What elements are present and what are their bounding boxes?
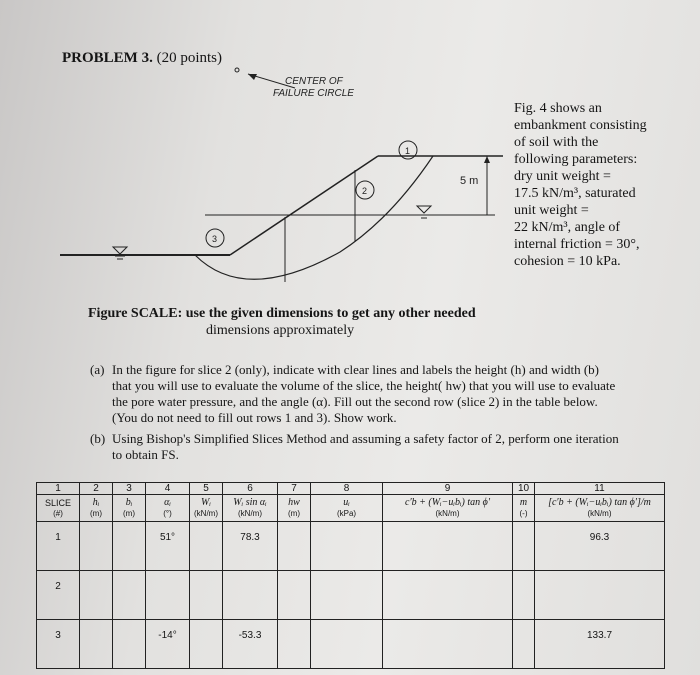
table-row: 1 51° 78.3 96.3	[37, 522, 665, 571]
water-symbol-left	[113, 247, 127, 259]
description-line: internal friction = 30°,	[514, 237, 640, 252]
description-line: unit weight =	[514, 203, 589, 218]
svg-text:2: 2	[362, 186, 368, 196]
svg-text:1: 1	[405, 146, 411, 156]
description-line: cohesion = 10 kPa.	[514, 254, 621, 269]
part-b: (b) Using Bishop's Simplified Slices Method and assuming a safety factor of 2, perform one iteration to obtain FS.	[90, 431, 619, 462]
embankment-figure	[55, 60, 515, 300]
description-line: 17.5 kN/m³, saturated	[514, 186, 636, 201]
circle-center-dot	[235, 68, 239, 72]
svg-text:3: 3	[212, 234, 218, 244]
part-a: (a) In the figure for slice 2 (only), indicate with clear lines and labels the height (h) and width (b) that you will use to evaluate the volume of the slice, the height( hw) that you will use to evaluate the pore water pressure, and the angle (α). Fill out the second row (slice 2) in the table below. (You do not need to fill out rows 1 and 3). Show work.	[90, 362, 616, 425]
problem-title: PROBLEM 3. (20 points)	[62, 50, 223, 66]
center-label-1: CENTER OF	[285, 76, 343, 87]
slope-line	[230, 156, 378, 255]
description-line: Fig. 4 shows an	[514, 101, 602, 116]
center-label-2: FAILURE CIRCLE	[273, 88, 354, 99]
slice-label-2	[356, 181, 374, 199]
dimension-label: 5 m	[460, 175, 479, 187]
description-line: following parameters:	[514, 152, 638, 167]
figure-description	[514, 100, 674, 270]
table-row: 3 -14° -53.3 133.7	[37, 620, 665, 669]
table-header: 1 SLICE (#) 2 hᵢ (m) 3 bᵢ (m) 4 αᵢ (°) 5 Wᵢ (kN/m) 6 Wᵢ sin αᵢ (kN/m) 7 hw (m) 8 uᵢ (kPa) 9 c′b + (Wᵢ−uᵢbᵢ) tan ϕ′ (kN/m) 10 m (-) 11 [c′b + (Wᵢ−uᵢbᵢ) tan ϕ′]/m (kN/m)	[37, 483, 665, 522]
table-row: 2	[37, 571, 665, 620]
failure-arc	[195, 156, 433, 279]
slices-table	[36, 482, 665, 669]
description-line: dry unit weight =	[514, 169, 611, 184]
slice-label-3	[206, 229, 224, 247]
water-symbol-right	[417, 206, 431, 218]
description-line: 22 kN/m³, angle of	[514, 220, 621, 235]
description-line: embankment consisting	[514, 118, 647, 133]
scale-note: Figure SCALE: use the given dimensions to get any other needed dimensions approximately	[88, 306, 476, 338]
description-line: of soil with the	[514, 135, 599, 150]
